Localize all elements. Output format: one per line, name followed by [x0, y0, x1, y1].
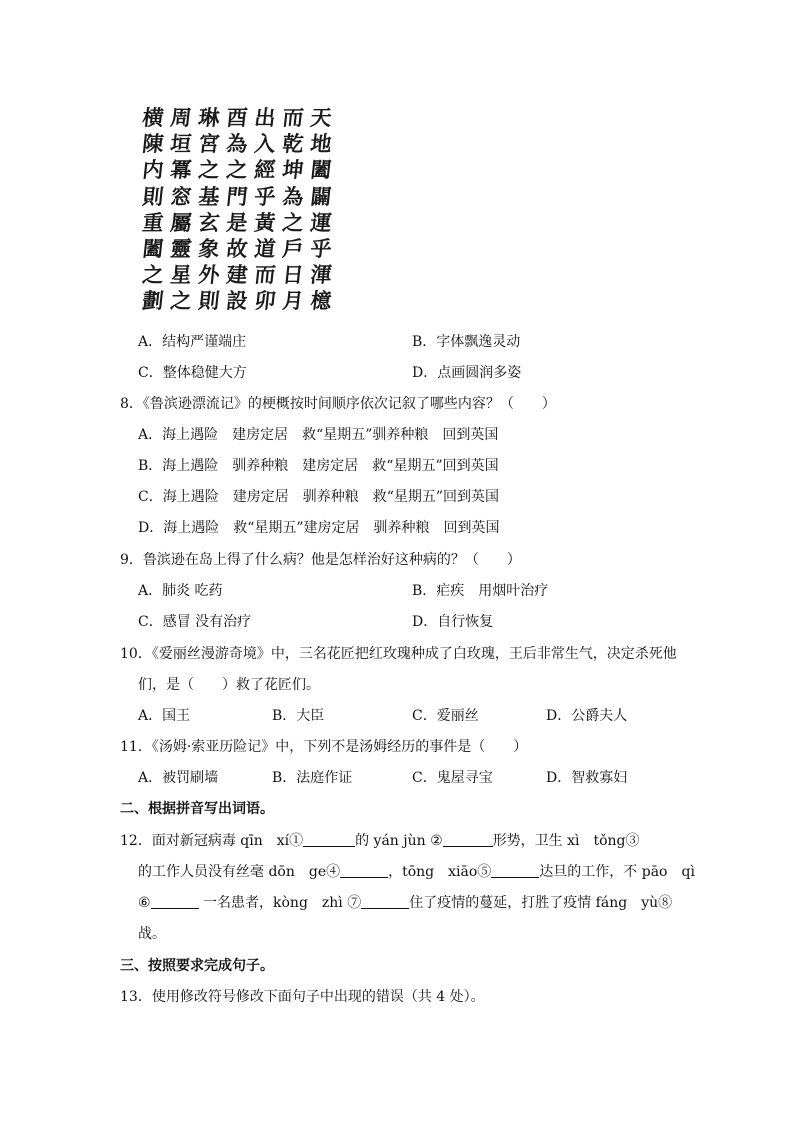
calligraphy-char: 天 [309, 105, 333, 130]
calligraphy-char: 出 [253, 105, 277, 130]
answer-blank-6[interactable] [151, 894, 199, 909]
calligraphy-char: 重 [141, 209, 165, 235]
calligraphy-char: 垣 [169, 131, 193, 157]
q11-option-a: A．被罚刷墙 [138, 770, 219, 786]
calligraphy-char: 卯 [253, 288, 277, 314]
q12-text: 的工作人员没有丝毫 dōn ge④ [138, 864, 341, 880]
calligraphy-char: 之 [169, 288, 193, 314]
calligraphy-char: 入 [253, 131, 277, 157]
q12-text: ⑥ [138, 895, 151, 911]
calligraphy-char: 道 [253, 235, 277, 261]
q7-option-c: C．整体稳健大方 [138, 365, 247, 381]
q12-text: 的 yán jùn ② [355, 833, 443, 849]
q11-option-d: D．智救寡妇 [546, 770, 628, 786]
calligraphy-char: 之 [197, 157, 221, 183]
q9-stem: 9．鲁滨逊在岛上得了什么病？他是怎样治好这种病的？（ ） [120, 552, 521, 568]
calligraphy-char: 周 [169, 105, 193, 130]
q9-option-b: B．疟疾 用烟叶治疗 [412, 583, 549, 599]
calligraphy-char: 地 [309, 131, 333, 157]
q12-line2 [138, 862, 695, 882]
calligraphy-column [308, 105, 334, 315]
q13-stem: 13．使用修改符号修改下面句子中出现的错误（共 4 处）。 [120, 989, 485, 1005]
calligraphy-char: 基 [197, 183, 221, 209]
calligraphy-column [196, 105, 222, 315]
q9-option-c: C．感冒 没有治疗 [138, 614, 252, 630]
q12-text: 一名患者，kòng zhì ⑦ [198, 895, 362, 911]
q12-line4: 战。 [138, 926, 166, 942]
calligraphy-char: 門 [225, 183, 249, 209]
calligraphy-char: 闢 [309, 183, 333, 209]
q12-text: 12．面对新冠病毒 qīn xí① [120, 833, 304, 849]
calligraphy-char: 琳 [197, 105, 221, 130]
answer-blank-1[interactable] [303, 832, 355, 847]
calligraphy-char: 則 [197, 288, 221, 314]
calligraphy-char: 運 [309, 209, 333, 235]
calligraphy-char: 故 [225, 235, 249, 261]
q10-stem-line2: 们，是（ ）救了花匠们。 [138, 677, 320, 693]
calligraphy-char: 窓 [169, 183, 193, 209]
q12-text: 形势，卫生 xì tǒng③ [492, 833, 640, 849]
calligraphy-char: 而 [281, 105, 305, 130]
q10-option-a: A．国王 [138, 708, 191, 724]
q11-option-c: C．鬼屋寻宝 [412, 770, 493, 786]
calligraphy-char: 之 [225, 157, 249, 183]
answer-blank-2[interactable] [443, 832, 493, 847]
calligraphy-char: 冪 [169, 157, 193, 183]
calligraphy-char: 建 [225, 262, 249, 288]
calligraphy-column [280, 105, 306, 315]
calligraphy-char: 外 [197, 262, 221, 288]
answer-blank-4[interactable] [340, 863, 388, 878]
q11-option-b: B．法庭作证 [272, 770, 353, 786]
q12-text: ，tōng xiāo⑤ [388, 864, 492, 880]
calligraphy-char: 靈 [169, 235, 193, 261]
q10-stem-line1: 10．《爱丽丝漫游奇境》中，三名花匠把红玫瑰种成了白玫瑰，王后非常生气，决定杀死他 [120, 646, 677, 662]
q10-option-c: C．爱丽丝 [412, 708, 479, 724]
q7-option-d: D．点画圆润多姿 [412, 365, 522, 381]
q8-stem: 8．《鲁滨逊漂流记》的梗概按时间顺序依次记叙了哪些内容？（ ） [120, 396, 556, 412]
calligraphy-char: 設 [225, 288, 249, 314]
calligraphy-char: 渾 [309, 262, 333, 288]
q9-option-a: A．肺炎 吃药 [138, 583, 223, 599]
calligraphy-char: 玄 [197, 209, 221, 235]
calligraphy-char: 則 [141, 183, 165, 209]
calligraphy-char: 闔 [141, 235, 165, 261]
q12-text: 达旦的工作，不 pāo qì [539, 864, 695, 880]
q8-option-d: D．海上遇险 救“星期五”建房定居 驯养种粮 回到英国 [138, 520, 500, 536]
q11-stem: 11．《汤姆·索亚历险记》中，下列不是汤姆经历的事件是（ ） [120, 739, 528, 755]
answer-blank-7[interactable] [361, 894, 409, 909]
calligraphy-image [140, 105, 335, 315]
calligraphy-char: 為 [225, 131, 249, 157]
calligraphy-char: 是 [225, 209, 249, 235]
calligraphy-char: 乾 [281, 131, 305, 157]
calligraphy-char: 闔 [309, 157, 333, 183]
calligraphy-char: 陳 [141, 131, 165, 157]
q7-option-b: B．字体飘逸灵动 [412, 334, 521, 350]
calligraphy-char: 宮 [197, 131, 221, 157]
calligraphy-char: 坤 [281, 157, 305, 183]
q8-option-c: C．海上遇险 建房定居 驯养种粮 救“星期五”回到英国 [138, 489, 500, 505]
section-2-heading: 二、根据拼音写出词语。 [120, 801, 274, 817]
calligraphy-char: 月 [281, 288, 305, 314]
calligraphy-char: 乎 [253, 183, 277, 209]
calligraphy-char: 星 [169, 262, 193, 288]
calligraphy-char: 而 [253, 262, 277, 288]
q12-line1 [120, 831, 640, 851]
section-3-heading: 三、按照要求完成句子。 [120, 958, 274, 974]
q7-option-a: A．结构严谨端庄 [138, 334, 247, 350]
answer-blank-5[interactable] [491, 863, 539, 878]
q8-option-b: B．海上遇险 驯养种粮 建房定居 救“星期五”回到英国 [138, 458, 499, 474]
calligraphy-char: 横 [141, 105, 165, 130]
calligraphy-char: 黃 [253, 209, 277, 235]
calligraphy-char: 屬 [169, 209, 193, 235]
calligraphy-char: 之 [141, 262, 165, 288]
q12-line3 [138, 893, 672, 913]
calligraphy-column [224, 105, 250, 315]
q12-text: 住了疫情的蔓延，打胜了疫情 fáng yù⑧ [409, 895, 673, 911]
calligraphy-char: 為 [281, 183, 305, 209]
calligraphy-column [252, 105, 278, 315]
calligraphy-char: 之 [281, 209, 305, 235]
calligraphy-char: 經 [253, 157, 277, 183]
calligraphy-char: 檍 [309, 288, 333, 314]
calligraphy-char: 戶 [281, 235, 305, 261]
q8-option-a: A．海上遇险 建房定居 救“星期五”驯养种粮 回到英国 [138, 427, 499, 443]
calligraphy-char: 象 [197, 235, 221, 261]
calligraphy-char: 劃 [141, 288, 165, 314]
q10-option-d: D．公爵夫人 [546, 708, 628, 724]
calligraphy-char: 乎 [309, 235, 333, 261]
calligraphy-char: 内 [141, 157, 165, 183]
calligraphy-column [140, 105, 166, 315]
q10-option-b: B．大臣 [272, 708, 325, 724]
calligraphy-char: 日 [281, 262, 305, 288]
calligraphy-char: 酉 [225, 105, 249, 130]
q9-option-d: D．自行恢复 [412, 614, 494, 630]
calligraphy-column [168, 105, 194, 315]
